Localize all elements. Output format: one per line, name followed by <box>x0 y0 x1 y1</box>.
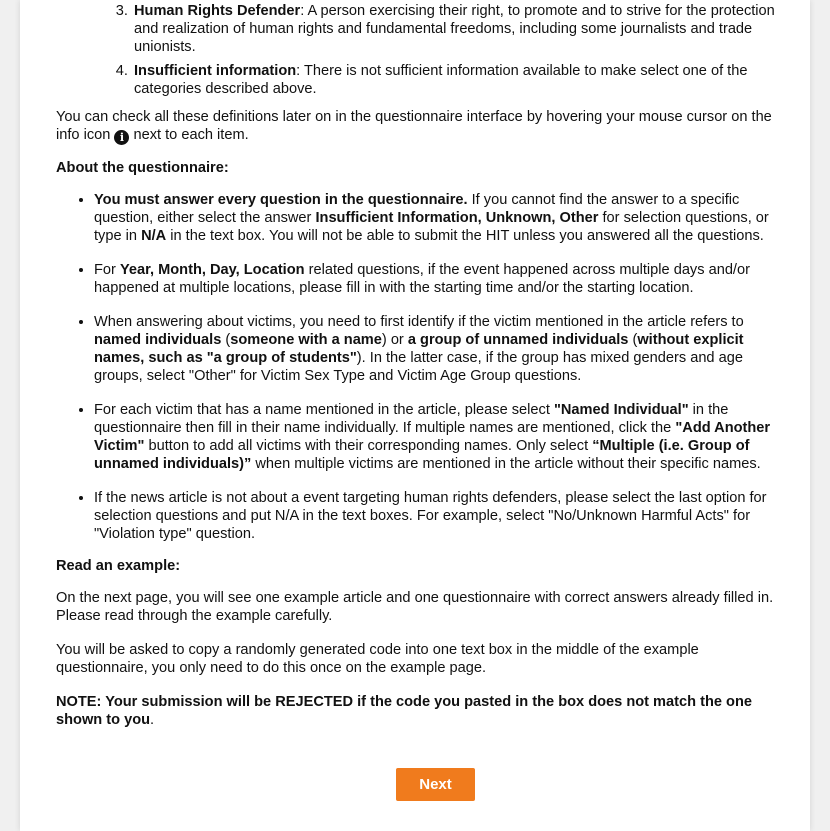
definition-item <box>132 2 786 56</box>
definition-term: Insufficient information <box>134 63 297 79</box>
rule-item <box>94 191 786 245</box>
rule-text: ( <box>221 332 231 348</box>
rule-item <box>94 313 786 385</box>
definition-text: : A person exercising their right, to promote and to strive for the protection and realization of human rights and fundamental freedoms, including some journalists and trade unionists. <box>134 3 775 55</box>
rule-text: For each victim that has a name mentioned in the article, please select <box>94 402 554 418</box>
example-paragraph: You will be asked to copy a randomly generated code into one text box in the middle of the example questionnaire, you only need to do this once on the example page. <box>56 642 699 676</box>
rule-bold: named individuals <box>94 332 222 348</box>
rule-text: ). In the latter case, if the group has mixed genders and age groups, select "Other" for Victim Sex Type and Victim Age Group questions. <box>94 350 743 384</box>
rule-text: button to add all victims with their corresponding names. Only select <box>144 438 593 454</box>
info-note-text-end: next to each item. <box>129 127 249 143</box>
rule-bold: a group of unnamed individuals <box>407 332 629 348</box>
info-icon: i <box>114 130 129 145</box>
rule-text: If you cannot find the answer to a specific question, either select the answer <box>94 192 740 226</box>
definition-item <box>132 62 786 98</box>
next-button[interactable]: Next <box>396 768 475 801</box>
rule-item <box>94 401 786 473</box>
rule-item <box>94 261 786 297</box>
rule-bold: “Multiple (i.e. Group of unnamed individuals)” <box>94 438 750 472</box>
rule-bold: N/A <box>141 228 167 244</box>
rules-list <box>56 191 786 543</box>
rule-text: in the questionnaire then fill in their name individually. If multiple names are mentioned, click the <box>94 402 729 436</box>
info-note-text: You can check all these definitions later on in the questionnaire interface by hovering your mouse cursor on the info icon <box>56 109 772 143</box>
instructions-card <box>20 0 810 831</box>
rule-text: For <box>94 262 120 278</box>
definition-term: Human Rights Defender <box>134 3 301 19</box>
definition-text: : There is not sufficient information available to make select one of the categories described above. <box>134 63 748 97</box>
example-heading-text: Read an example: <box>56 558 181 574</box>
rule-text: ( <box>628 332 638 348</box>
about-heading-text: About the questionnaire: <box>56 160 229 176</box>
rejection-note <box>56 693 786 729</box>
rule-bold: Year, Month, Day, Location <box>119 262 305 278</box>
example-heading <box>56 557 786 575</box>
definition-list <box>56 2 786 98</box>
rule-bold: "Add Another Victim" <box>94 420 771 454</box>
rule-text: If the news article is not about a event targeting human rights defenders, please select the last option for selection questions and put N/A in the text boxes. For example, select "No/Unknown Harmful Acts" for "Violation type" question. <box>94 490 767 542</box>
instructions-content <box>56 0 786 745</box>
rule-bold: without explicit names, such as "a group of students" <box>94 332 744 366</box>
rule-text: when multiple victims are mentioned in the article without their specific names. <box>251 456 761 472</box>
rule-bold: You must answer every question in the questionnaire. <box>94 192 468 208</box>
rule-item <box>94 489 786 543</box>
rule-bold: "Named Individual" <box>553 402 689 418</box>
rule-text: for selection questions, or type in <box>94 210 769 244</box>
rule-text: ) or <box>381 332 408 348</box>
example-paragraph: On the next page, you will see one example article and one questionnaire with correct answers already filled in. Please read through the example carefully. <box>56 590 774 624</box>
rule-text: in the text box. You will not be able to submit the HIT unless you answered all the questions. <box>166 228 764 244</box>
rule-bold: someone with a name <box>230 332 382 348</box>
rule-bold: Insufficient Information, Unknown, Other <box>315 210 599 226</box>
rule-text: When answering about victims, you need to first identify if the victim mentioned in the article refers to <box>94 314 744 330</box>
about-heading <box>56 159 786 177</box>
rejection-note-text: NOTE: Your submission will be REJECTED if the code you pasted in the box does not match the one shown to you <box>56 694 752 728</box>
info-note <box>56 108 786 145</box>
rejection-note-end: . <box>150 712 155 728</box>
rule-text: related questions, if the event happened across multiple days and/or happened at multiple locations, please fill in with the starting time and/or the starting location. <box>94 262 750 296</box>
